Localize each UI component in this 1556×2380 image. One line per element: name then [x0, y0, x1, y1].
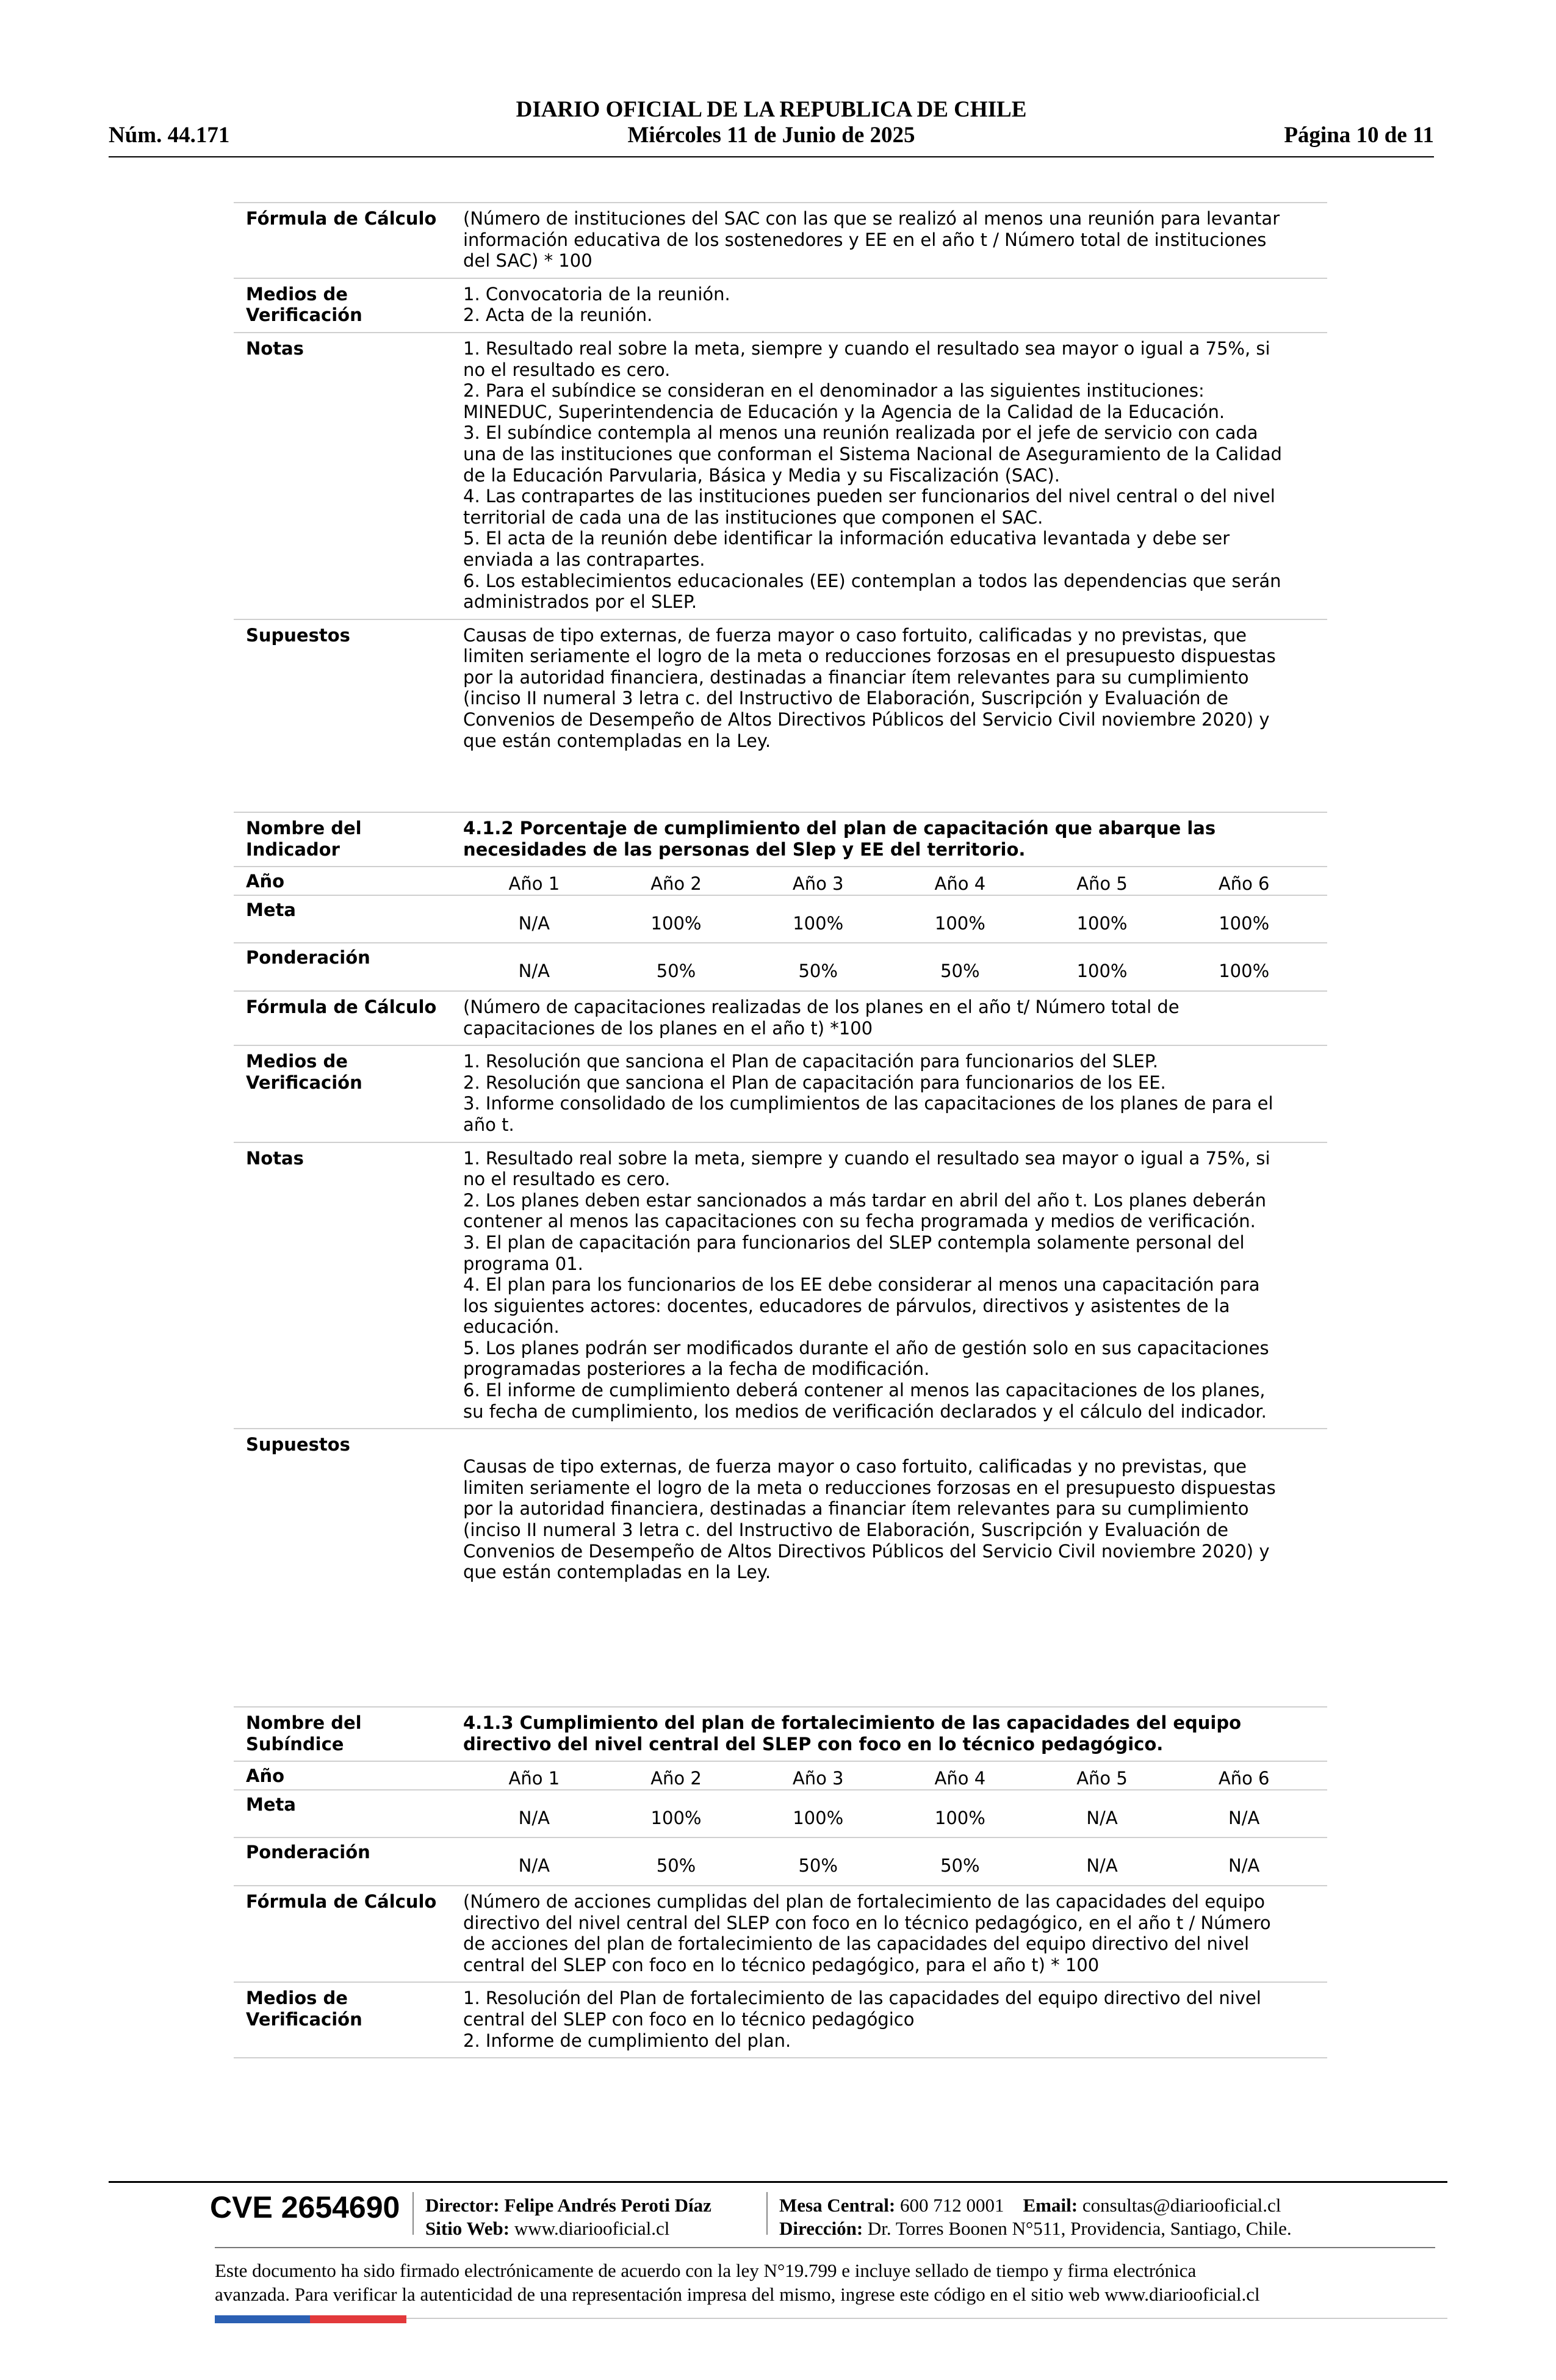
text-line: 2. Acta de la reunión. — [463, 305, 653, 326]
text-line: 3. Informe consolidado de los cumplimientos de las capacitaciones de los planes de para el — [463, 1093, 1273, 1114]
text-line: programa 01. — [463, 1253, 583, 1274]
formula-label: Fórmula de Cálculo — [246, 208, 437, 229]
flag-stripe-red — [310, 2315, 406, 2323]
text-line: que están contempladas en la Ley. — [463, 1562, 771, 1583]
text-line: 1. Resolución del Plan de fortalecimiento de las capacidades del equipo directivo del nivel — [463, 1988, 1261, 2009]
page-header — [109, 92, 1434, 159]
text-line: 6. Los establecimientos educacionales (EE) contemplan a todos las dependencias que serán — [463, 570, 1281, 591]
label-line: Nombre del — [246, 818, 362, 838]
footer-separator — [412, 2192, 414, 2235]
address-text: Dr. Torres Boonen N°511, Providencia, Santiago, Chile. — [867, 2218, 1292, 2239]
email-label: Email: — [1023, 2194, 1078, 2216]
weight-cell: 50% — [940, 961, 980, 982]
notes-label: Notas — [246, 337, 304, 359]
text-line: 2. Para el subíndice se consideran en el denominador a las siguientes instituciones: — [463, 380, 1205, 402]
indicator-name-row — [234, 812, 1327, 866]
text-line: que están contempladas en la Ley. — [463, 730, 771, 751]
year-cell: Año 4 — [934, 1768, 986, 1789]
email-link[interactable]: consultas@diariooficial.cl — [1082, 2194, 1281, 2216]
text-line: (Número de capacitaciones realizadas de los planes en el año t/ Número total de — [463, 996, 1180, 1017]
weight-label: Ponderación — [246, 947, 370, 968]
cve-code: CVE 2654690 — [210, 2190, 400, 2224]
year-cell: Año 3 — [792, 1768, 844, 1789]
footer-separator — [766, 2192, 768, 2235]
assumptions-text — [463, 1434, 1327, 1583]
weight-cell: N/A — [1086, 1855, 1118, 1877]
subindex-name-label — [234, 1712, 463, 1754]
text-line: 4.1.3 Cumplimiento del plan de fortalecimiento de las capacidades del equipo — [463, 1712, 1242, 1733]
meta-cell: 100% — [793, 1807, 844, 1828]
text-line: los siguientes actores: docentes, educadores de párvulos, directivos y asistentes de la — [463, 1295, 1230, 1316]
weight-cell: 100% — [1076, 961, 1128, 982]
year-values — [463, 1765, 1327, 1789]
weight-cell: N/A — [518, 1855, 550, 1877]
weight-cell: 50% — [940, 1855, 980, 1877]
meta-cell: 100% — [934, 912, 985, 934]
verification-row — [234, 278, 1327, 332]
text-line: por la autoridad financiera, destinadas a financiar ítem relevantes para su cumplimiento — [463, 666, 1249, 688]
footer-director-column — [425, 2194, 711, 2240]
year-cell: Año 5 — [1076, 1768, 1128, 1789]
notes-text — [463, 1148, 1327, 1423]
signature-notice — [215, 2259, 1338, 2306]
newspaper-title: DIARIO OFICIAL DE LA REPUBLICA DE CHILE — [516, 97, 1027, 122]
verification-text — [463, 1051, 1327, 1135]
verification-label — [234, 1051, 463, 1135]
text-line: Causas de tipo externas, de fuerza mayor o caso fortuito, calificadas y no previstas, que — [463, 624, 1247, 646]
year-cell: Año 1 — [508, 1768, 560, 1789]
flag-rule — [406, 2318, 1447, 2319]
text-line: 5. El acta de la reunión debe identificar la información educativa levantada y debe ser — [463, 528, 1230, 549]
text-line: limiten seriamente el logro de la meta o reducciones forzosas en el presupuesto dispuestas — [463, 1477, 1276, 1498]
year-cell: Año 2 — [650, 1768, 702, 1789]
notes-text — [463, 338, 1327, 613]
meta-row — [234, 1789, 1327, 1837]
weight-row — [234, 942, 1327, 990]
label-line: Verificación — [246, 2008, 362, 2030]
text-line: por la autoridad financiera, destinadas a financiar ítem relevantes para su cumplimiento — [463, 1498, 1249, 1520]
indicator-name-label — [234, 818, 463, 860]
assumptions-label: Supuestos — [246, 1434, 350, 1455]
weight-row — [234, 1837, 1327, 1885]
meta-values — [463, 900, 1327, 937]
weight-cell: 50% — [798, 961, 838, 982]
issue-number: Núm. 44.171 — [109, 123, 230, 148]
year-cell: Año 6 — [1218, 873, 1270, 895]
meta-row — [234, 895, 1327, 943]
text-line: 4. El plan para los funcionarios de los EE debe considerar al menos una capacitación para — [463, 1274, 1260, 1296]
assumptions-row — [234, 619, 1327, 758]
label-line: Medios de — [246, 1988, 348, 2009]
formula-text — [463, 208, 1327, 272]
text-line: limiten seriamente el logro de la meta o reducciones forzosas en el presupuesto dispuestas — [463, 646, 1276, 667]
text-line: Causas de tipo externas, de fuerza mayor o caso fortuito, calificadas y no previstas, que — [463, 1456, 1247, 1477]
weight-values — [463, 947, 1327, 984]
text-line: (inciso II numeral 3 letra c. del Instructivo de Elaboración, Suscripción y Evaluación de — [463, 1520, 1228, 1541]
issue-date: Miércoles 11 de Junio de 2025 — [627, 123, 915, 148]
text-line: directivo del nivel central del SLEP con foco en lo técnico pedagógico, en el año t / Número — [463, 1912, 1271, 1933]
label-line: Verificación — [246, 1072, 362, 1093]
meta-cell: 100% — [934, 1807, 985, 1828]
text-line: contener al menos las capacitaciones con su fecha programada y medios de verificación. — [463, 1211, 1256, 1232]
label-line: Verificación — [246, 305, 362, 326]
formula-text — [463, 1891, 1327, 1975]
verification-text — [463, 1988, 1327, 2051]
year-cell: Año 6 — [1218, 1768, 1270, 1789]
label-line: Subíndice — [246, 1733, 344, 1754]
phone-label: Mesa Central: — [779, 2194, 896, 2216]
text-line: necesidades de las personas del Slep y EE del territorio. — [463, 838, 1026, 860]
flag-stripe-blue — [215, 2315, 310, 2323]
weight-cell: 100% — [1219, 961, 1270, 982]
weight-cell: N/A — [1228, 1855, 1260, 1877]
verification-row — [234, 1982, 1327, 2058]
text-line: año t. — [463, 1114, 514, 1135]
text-line: Convenios de Desempeño de Altos Directivos Públicos del Servicio Civil noviembre 2020) y — [463, 709, 1270, 730]
notes-label: Notas — [246, 1147, 304, 1169]
text-line: 6. El informe de cumplimiento deberá contener al menos las capacitaciones de los planes, — [463, 1380, 1266, 1401]
text-line: 1. Resultado real sobre la meta, siempre y cuando el resultado sea mayor o igual a 75%, si — [463, 337, 1270, 359]
text-line: 1. Resultado real sobre la meta, siempre y cuando el resultado sea mayor o igual a 75%, si — [463, 1147, 1270, 1169]
formula-label: Fórmula de Cálculo — [246, 996, 437, 1017]
subindex-name — [463, 1712, 1327, 1754]
text-line: una de las instituciones que conforman el Sistema Nacional de Aseguramiento de la Calidad — [463, 443, 1282, 464]
notice-line: avanzada. Para verificar la autenticidad de una representación impresa del mismo, ingrese este código en el sitio web www.diariooficial.cl — [215, 2284, 1260, 2305]
verification-text — [463, 284, 1327, 326]
footer-divider — [109, 2181, 1447, 2183]
meta-cell: 100% — [650, 912, 702, 934]
year-values — [463, 871, 1327, 895]
formula-row — [234, 202, 1327, 278]
text-line: capacitaciones de los planes en el año t) *100 — [463, 1017, 873, 1039]
label-line: Nombre del — [246, 1712, 362, 1733]
footer-inner-divider — [215, 2247, 1435, 2248]
verification-label — [234, 1988, 463, 2051]
year-cell: Año 5 — [1076, 873, 1128, 895]
meta-label: Meta — [246, 899, 296, 920]
meta-values — [463, 1794, 1327, 1831]
director-label: Director: — [425, 2194, 500, 2216]
text-line: de la Educación Parvularia, Básica y Media y su Fiscalización (SAC). — [463, 464, 1060, 486]
notes-row — [234, 332, 1327, 619]
phone-number: 600 712 0001 — [900, 2194, 1004, 2216]
year-row — [234, 866, 1327, 895]
text-line: 5. Los planes podrán ser modificados durante el año de gestión solo en sus capacitaciones — [463, 1337, 1269, 1358]
label-line: Medios de — [246, 1051, 348, 1072]
indicator-table-1 — [234, 202, 1327, 757]
text-line: educación. — [463, 1316, 560, 1338]
text-line: administrados por el SLEP. — [463, 591, 697, 613]
text-line: directivo del nivel central del SLEP con foco en lo técnico pedagógico. — [463, 1733, 1164, 1754]
text-line: MINEDUC, Superintendencia de Educación y la Agencia de la Calidad de la Educación. — [463, 401, 1225, 422]
meta-cell: 100% — [1219, 912, 1270, 934]
indicator-table-3 — [234, 1706, 1327, 2058]
site-link[interactable]: www.diariooficial.cl — [514, 2218, 670, 2239]
meta-cell: 100% — [1076, 912, 1128, 934]
meta-cell: N/A — [518, 1807, 550, 1828]
verification-label — [234, 284, 463, 326]
meta-cell: 100% — [793, 912, 844, 934]
formula-row — [234, 990, 1327, 1045]
director-name: Felipe Andrés Peroti Díaz — [504, 2194, 711, 2216]
text-line: 3. El plan de capacitación para funcionarios del SLEP contempla solamente personal del — [463, 1231, 1245, 1253]
text-line: territorial de cada una de las instituciones que componen el SAC. — [463, 507, 1043, 528]
weight-values — [463, 1842, 1327, 1879]
notice-line: Este documento ha sido firmado electrónicamente de acuerdo con la ley N°19.799 e incluye sellado de tiempo y firma electrónica — [215, 2260, 1197, 2281]
year-cell: Año 3 — [792, 873, 844, 895]
weight-label: Ponderación — [246, 1842, 370, 1863]
text-line: del SAC) * 100 — [463, 250, 593, 272]
meta-cell: 100% — [650, 1807, 702, 1828]
text-line: información educativa de los sostenedores y EE en el año t / Número total de instituciones — [463, 229, 1267, 250]
weight-cell: 50% — [798, 1855, 838, 1877]
assumptions-row — [234, 1428, 1327, 1589]
notes-row — [234, 1142, 1327, 1429]
text-line: 2. Informe de cumplimiento del plan. — [463, 2030, 791, 2051]
weight-cell: N/A — [518, 961, 550, 982]
text-line: central del SLEP con foco en lo técnico pedagógico — [463, 2008, 915, 2030]
site-label: Sitio Web: — [425, 2218, 510, 2239]
formula-text — [463, 997, 1327, 1039]
text-line: 4.1.2 Porcentaje de cumplimiento del plan de capacitación que abarque las — [463, 818, 1216, 838]
assumptions-label: Supuestos — [246, 624, 350, 646]
meta-cell: N/A — [1086, 1807, 1118, 1828]
year-label: Año — [246, 871, 285, 892]
text-line: 4. Las contrapartes de las instituciones pueden ser funcionarios del nivel central o del nivel — [463, 486, 1275, 507]
meta-label: Meta — [246, 1794, 296, 1815]
text-line: 1. Convocatoria de la reunión. — [463, 283, 730, 305]
text-line: no el resultado es cero. — [463, 1169, 671, 1190]
page-number: Página 10 de 11 — [1284, 123, 1434, 148]
text-line: 2. Resolución que sanciona el Plan de capacitación para funcionarios de los EE. — [463, 1072, 1166, 1093]
year-cell: Año 2 — [650, 873, 702, 895]
verification-row — [234, 1045, 1327, 1141]
header-divider — [109, 156, 1434, 157]
indicator-name — [463, 818, 1327, 860]
weight-cell: 50% — [656, 1855, 696, 1877]
subindex-name-row — [234, 1706, 1327, 1761]
text-line: no el resultado es cero. — [463, 359, 671, 380]
text-line: 1. Resolución que sanciona el Plan de capacitación para funcionarios del SLEP. — [463, 1051, 1158, 1072]
weight-cell: 50% — [656, 961, 696, 982]
indicator-table-2 — [234, 812, 1327, 1589]
text-line: enviada a las contrapartes. — [463, 549, 705, 570]
year-cell: Año 4 — [934, 873, 986, 895]
text-line: Convenios de Desempeño de Altos Directivos Públicos del Servicio Civil noviembre 2020) y — [463, 1540, 1270, 1562]
year-label: Año — [246, 1765, 285, 1787]
address-label: Dirección: — [779, 2218, 863, 2239]
text-line: 3. El subíndice contempla al menos una reunión realizada por el jefe de servicio con cada — [463, 422, 1258, 444]
formula-label: Fórmula de Cálculo — [246, 1891, 437, 1912]
assumptions-text — [463, 625, 1327, 752]
text-line: central del SLEP con foco en lo técnico pedagógico, para el año t) * 100 — [463, 1954, 1100, 1975]
label-line: Medios de — [246, 283, 348, 305]
meta-cell: N/A — [518, 912, 550, 934]
year-cell: Año 1 — [508, 873, 560, 895]
footer-contact-column — [779, 2194, 1292, 2240]
text-line: su fecha de cumplimiento, los medios de verificación declarados y el cálculo del indicador. — [463, 1401, 1267, 1422]
text-line: programadas posteriores a la fecha de modificación. — [463, 1358, 930, 1380]
text-line: (Número de instituciones del SAC con las que se realizó al menos una reunión para levantar — [463, 208, 1280, 229]
label-line: Indicador — [246, 838, 340, 860]
text-line: (inciso II numeral 3 letra c. del Instructivo de Elaboración, Suscripción y Evaluación de — [463, 688, 1228, 709]
year-row — [234, 1761, 1327, 1789]
formula-row — [234, 1885, 1327, 1982]
text-line: de acciones del plan de fortalecimiento de las capacidades del equipo directivo del nivel — [463, 1933, 1250, 1955]
text-line: 2. Los planes deben estar sancionados a más tardar en abril del año t. Los planes deberán — [463, 1189, 1266, 1211]
meta-cell: N/A — [1228, 1807, 1260, 1828]
text-line: (Número de acciones cumplidas del plan de fortalecimiento de las capacidades del equipo — [463, 1891, 1266, 1912]
